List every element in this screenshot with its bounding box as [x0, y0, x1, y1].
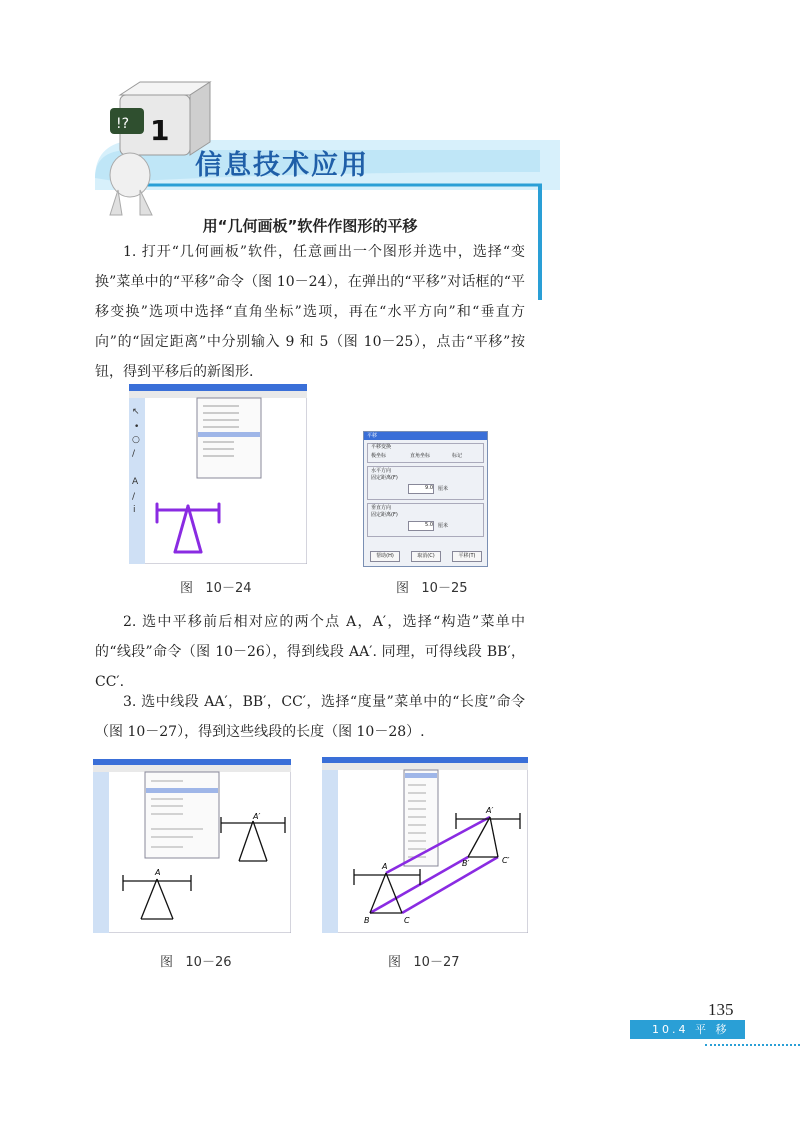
svg-text:↖: ↖ — [132, 407, 140, 417]
svg-text:i: i — [133, 505, 136, 515]
svg-text:•: • — [134, 422, 140, 432]
caption-fig-10-26: 图 10－26 — [160, 955, 232, 970]
dialog-title: 平移 — [364, 432, 487, 440]
caption-fig-10-27: 图 10－27 — [388, 955, 460, 970]
label-c-27: C — [404, 916, 410, 925]
horizontal-fixed-label: 固定距离(F) — [371, 475, 398, 481]
figure-10-24 — [129, 384, 307, 564]
horizontal-label: 水平方向 — [371, 468, 392, 474]
label-a-prime-26: A′ — [253, 812, 261, 821]
page-number: 135 — [708, 1000, 734, 1019]
chapter-badge: 1 — [150, 114, 170, 147]
paragraph-3: 3. 选中线段 AA′，BB′，CC′，选择“度量”菜单中的“长度”命令（图 10－27），得到这些线段的长度（图 10－28）. — [95, 694, 525, 740]
section-tab: 10.4 平 移 — [630, 1020, 745, 1039]
translate-button[interactable]: 平移(T) — [452, 551, 482, 562]
label-b-27: B — [364, 916, 370, 925]
paragraph-1: 1. 打开“几何画板”软件，任意画出一个图形并选中，选择“变换”菜单中的“平移”命令（图 10－24），在弹出的“平移”对话框的“平移变换”选项中选择“直角坐标”选项，再在“水平方向”和“垂直方向”的“固定距离”中分别输入 9 和 5（图 10－25），点击“平移”按钮，得到平移后的新图形. — [95, 244, 525, 380]
svg-text:!?: !? — [116, 116, 130, 132]
paragraph-2: 2. 选中平移前后相对应的两个点 A，A′，选择“构造”菜单中的“线段”命令（图 10－26），得到线段 AA′. 同理，可得线段 BB′，CC′. — [95, 614, 525, 690]
horizontal-distance-input[interactable]: 9.0 — [408, 484, 434, 494]
label-a-26: A — [155, 868, 161, 877]
svg-text:A: A — [132, 477, 139, 487]
caption-fig-10-25: 图 10－25 — [396, 581, 468, 596]
cancel-button[interactable]: 取消(C) — [411, 551, 441, 562]
vertical-distance-input[interactable]: 5.0 — [408, 521, 434, 531]
label-a-27: A — [382, 862, 388, 871]
horizontal-unit: 厘米 — [438, 486, 449, 492]
vertical-fixed-label: 固定距离(F) — [371, 512, 398, 518]
group-label: 平移变换 — [371, 444, 392, 450]
help-button[interactable]: 帮助(H) — [370, 551, 400, 562]
svg-text:/: / — [132, 449, 136, 459]
banner-title: 信息技术应用 — [195, 150, 369, 181]
label-c-prime-27: C′ — [502, 856, 510, 865]
vertical-group — [367, 503, 484, 537]
caption-fig-10-24: 图 10－24 — [180, 581, 252, 596]
vertical-label: 垂直方向 — [371, 505, 392, 511]
svg-text:/: / — [132, 492, 136, 502]
translate-dialog — [363, 431, 488, 567]
label-a-prime-27: A′ — [486, 806, 494, 815]
section-heading: 用“几何画板”软件作图形的平移 — [202, 217, 418, 235]
svg-text:○: ○ — [132, 435, 140, 445]
option-mark[interactable]: 标记 — [452, 453, 463, 459]
vertical-unit: 厘米 — [438, 523, 449, 529]
label-b-prime-27: B′ — [462, 859, 470, 868]
horizontal-group — [367, 466, 484, 500]
figure-10-26 — [93, 759, 291, 933]
figure-10-27 — [322, 757, 528, 933]
translation-group — [367, 443, 484, 463]
option-polar[interactable]: 极坐标 — [371, 453, 387, 459]
option-rect[interactable]: 直角坐标 — [410, 453, 431, 459]
footer-dots — [705, 1044, 800, 1046]
